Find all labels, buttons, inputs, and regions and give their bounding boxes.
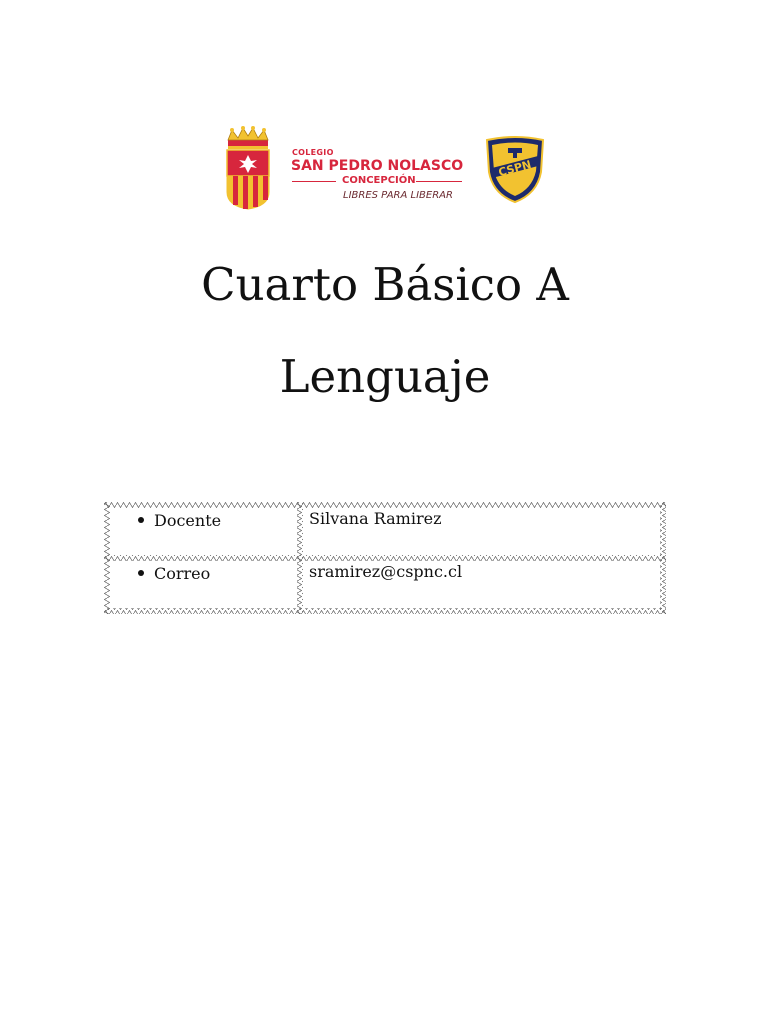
correo-value: sramirez@cspnc.cl (309, 562, 463, 581)
correo-label-cell (138, 564, 210, 583)
school-wordmark (290, 148, 470, 208)
docente-label-cell (138, 511, 221, 530)
info-table (104, 502, 666, 614)
cspn-shield-logo (484, 136, 546, 204)
wordmark-city: CONCEPCIÓN (342, 175, 416, 186)
wordmark-rule-right (416, 181, 462, 182)
wordmark-motto: LIBRES PARA LIBERAR (343, 190, 453, 201)
wordmark-colegio: COLEGIO (292, 148, 334, 157)
logo-row (0, 126, 770, 214)
crest-logo (222, 126, 274, 210)
wordmark-rule-left (292, 181, 336, 182)
docente-value: Silvana Ramirez (309, 509, 442, 528)
docente-label: Docente (154, 511, 222, 530)
bullet-icon (138, 517, 144, 523)
shield-letters: CSPN (497, 157, 533, 180)
correo-label: Correo (154, 564, 211, 583)
wordmark-school-name: SAN PEDRO NOLASCO (291, 158, 464, 174)
page-title: Cuarto Básico A (201, 258, 569, 311)
subject-title: Lenguaje (279, 350, 491, 403)
bullet-icon (138, 570, 144, 576)
